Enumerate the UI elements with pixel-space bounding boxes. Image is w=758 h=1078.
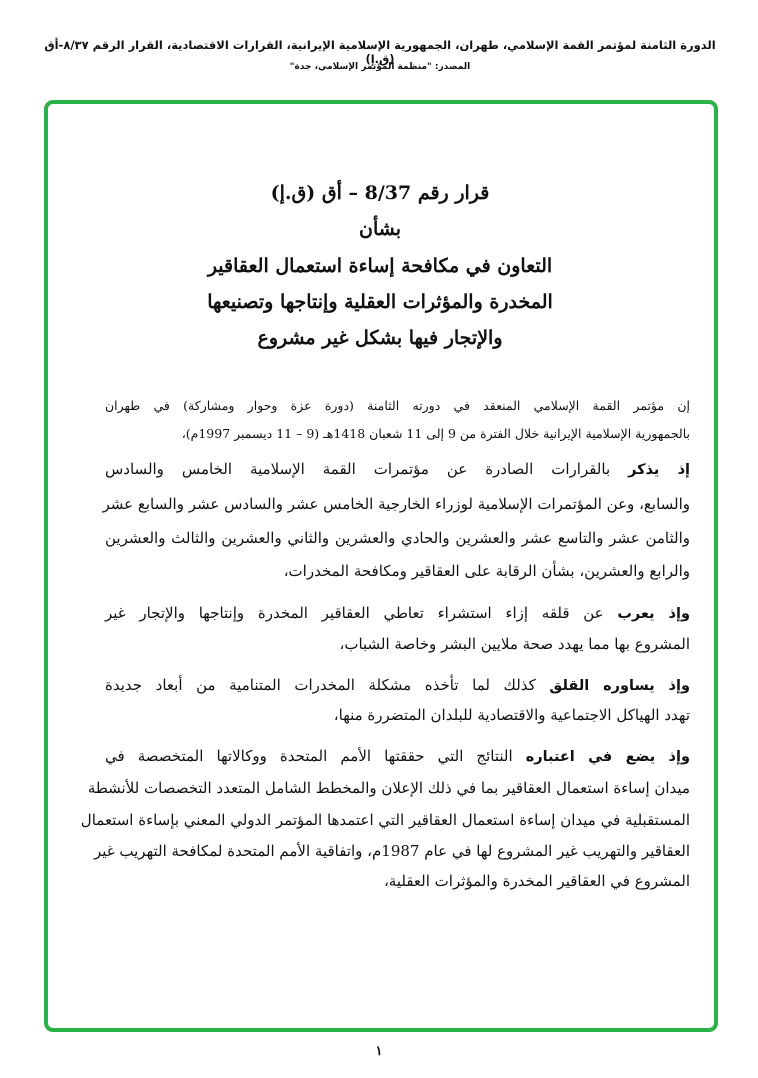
paragraph-line: تهدد الهياكل الاجتماعية والاقتصادية للبلدان المتضررة منها، bbox=[333, 706, 690, 724]
paragraph-lead: وإذ يعرب bbox=[617, 606, 690, 622]
resolution-number: قرار رقم 8/37 – أق (ق.إ) bbox=[270, 182, 490, 204]
title-line: المخدرة والمؤثرات العقلية وإنتاجها وتصنيعها bbox=[207, 291, 553, 313]
paragraph-line: المشروع بها مما يهدد صحة ملايين البشر وخاصة الشباب، bbox=[339, 635, 690, 653]
paragraph-line: والسابع، وعن المؤتمرات الإسلامية لوزراء الخارجية الخامس عشر والسادس عشر والسابع عشر bbox=[102, 495, 690, 513]
paragraph-lead: وإذ يضع في اعتباره bbox=[525, 749, 690, 765]
paragraph-lead: إذ يذكر bbox=[628, 462, 690, 478]
paragraph-line: ميدان إساءة استعمال العقاقير بما في ذلك الإعلان والمخطط الشامل المتعدد التخصصات للأنشطة bbox=[87, 779, 690, 797]
title-line: بشأن bbox=[359, 218, 401, 240]
paragraph-line: إذ يذكر بالقرارات الصادرة عن مؤتمرات القمة الإسلامية الخامس والسادس bbox=[105, 460, 690, 478]
title-line: والإتجار فيها بشكل غير مشروع bbox=[257, 327, 503, 349]
paragraph-line: والثامن عشر والتاسع عشر والعشرين والحادي والعشرين والثاني والعشرين والثالث والعشرين bbox=[105, 529, 690, 547]
paragraph-line: والرابع والعشرين، بشأن الرقابة على العقاقير ومكافحة المخدرات، bbox=[283, 562, 690, 580]
paragraph-line: العقاقير والتهريب غير المشروع لها في عام 1987م، واتفاقية الأمم المتحدة لمكافحة التهريب غير bbox=[93, 842, 690, 860]
page-number: ١ bbox=[375, 1044, 383, 1059]
paragraph-line: وإذ يساوره القلق كذلك لما تأخذه مشكلة المخدرات المتنامية من أبعاد جديدة bbox=[105, 676, 690, 694]
paragraph-lead: وإذ يساوره القلق bbox=[549, 678, 690, 694]
paragraph-line: وإذ يضع في اعتباره النتائج التي حققتها الأمم المتحدة ووكالاتها المتخصصة في bbox=[105, 747, 690, 765]
paragraph-line: المستقبلية في ميدان إساءة استعمال العقاقير التي اعتمدها المؤتمر الدولي المعني بإساءة استعمال bbox=[80, 811, 690, 829]
source-line: المصدر: "منظمة المؤتمر الإسلامي، جدة" bbox=[289, 62, 471, 72]
paragraph-line: وإذ يعرب عن قلقه إزاء استشراء تعاطي العقاقير المخدرة وإنتاجها والإتجار غير bbox=[105, 604, 690, 622]
title-line: التعاون في مكافحة إساءة استعمال العقاقير bbox=[207, 255, 553, 277]
paragraph-line: المشروع في العقاقير المخدرة والمؤثرات العقلية، bbox=[383, 872, 690, 890]
paragraph-line: إن مؤتمر القمة الإسلامي المنعقد في دورته الثامنة (دورة عزة وحوار ومشاركة) في طهران bbox=[105, 398, 690, 413]
paragraph-line: بالجمهورية الإسلامية الإيرانية خلال الفترة من 9 إلى 11 شعبان 1418هـ (9 – 11 ديسمبر 1997م)، bbox=[181, 426, 690, 441]
running-header: الدورة الثامنة لمؤتمر القمة الإسلامي، طهران، الجمهورية الإسلامية الإيرانية، القرارات الاقتصادية، القرار الرقم ٨/٣٧-أق (ق.إ) bbox=[44, 38, 716, 66]
